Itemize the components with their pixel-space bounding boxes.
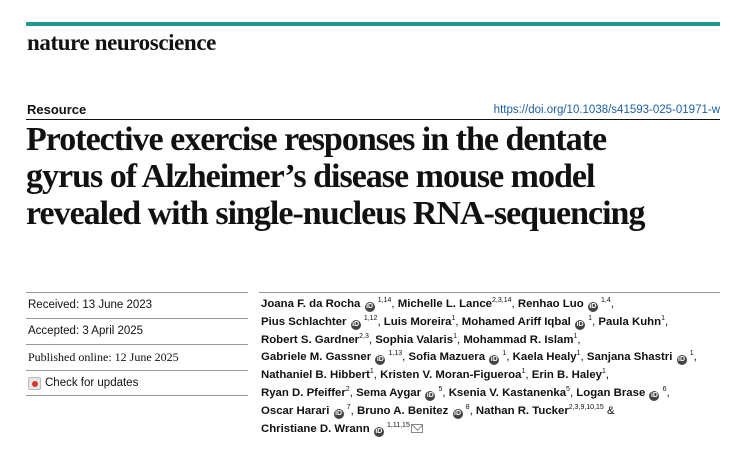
article-dates bbox=[26, 292, 248, 396]
affiliation-marker: 1,12 bbox=[363, 315, 378, 322]
orcid-icon[interactable]: iD bbox=[650, 391, 658, 399]
author-line: Pius Schlachter iD $^{1,12}$, Luis Moreira$^1$, Mohamed Ariff Iqbal iD $^1$, Paula Kuhn$^1$, bbox=[261, 315, 669, 328]
author-line: Oscar Harari iD $^7$, Bruno A. Benitez iD $^8$, Nathan R. Tucker$^{2,3,9,10,15}$ & bbox=[261, 403, 615, 417]
author-name[interactable]: Christiane D. Wrann bbox=[261, 422, 370, 435]
author-name[interactable]: Mohamed Ariff Iqbal bbox=[461, 315, 571, 328]
author-name[interactable]: Ryan D. Pfeiffer bbox=[261, 386, 346, 399]
orcid-icon[interactable]: iD bbox=[375, 427, 383, 435]
author-line: Robert S. Gardner$^{2,3}$, Sophia Valaris$^1$, Mohammad R. Islam$^1$, bbox=[261, 332, 581, 346]
author-name[interactable]: Oscar Harari bbox=[261, 404, 330, 417]
author-name[interactable]: Sema Aygar bbox=[356, 386, 422, 399]
affiliation-marker: 1 bbox=[689, 350, 694, 358]
journal-accent-bar bbox=[26, 22, 720, 26]
author-name[interactable]: Gabriele M. Gassner bbox=[261, 351, 372, 364]
author-name[interactable]: Luis Moreira bbox=[383, 315, 452, 328]
affiliation-marker: 1,13 bbox=[388, 350, 403, 358]
author-name[interactable]: Kaela Healy bbox=[512, 351, 577, 364]
author-name[interactable]: Logan Brase bbox=[576, 386, 646, 399]
author-name[interactable]: Sophia Valaris bbox=[375, 333, 454, 346]
authors-divider bbox=[259, 292, 720, 293]
affiliation-marker: 1 bbox=[576, 350, 581, 358]
affiliation-marker: 1,14 bbox=[377, 297, 392, 305]
affiliation-marker: 1 bbox=[502, 350, 507, 358]
author-name[interactable]: Mohammad R. Islam bbox=[463, 333, 574, 346]
received-date: Received: 13 June 2023 bbox=[26, 292, 248, 318]
author-name[interactable]: Bruno A. Benitez bbox=[356, 404, 449, 417]
affiliation-marker: 1 bbox=[588, 315, 593, 322]
author-name[interactable]: Ksenia V. Kastanenka bbox=[448, 386, 567, 399]
check-for-updates-button[interactable] bbox=[26, 370, 248, 396]
affiliation-marker: 1 bbox=[602, 368, 606, 376]
author-line: Ryan D. Pfeiffer$^2$, Sema Aygar iD $^5$, Ksenia V. Kastanenka$^5$, Logan Brase iD $^6$, bbox=[261, 386, 670, 399]
author-name[interactable]: Sanjana Shastri bbox=[586, 351, 673, 364]
affiliation-marker: 1 bbox=[521, 368, 526, 376]
orcid-icon[interactable]: iD bbox=[490, 356, 498, 364]
orcid-icon[interactable]: iD bbox=[376, 356, 384, 364]
accepted-date: Accepted: 3 April 2025 bbox=[26, 318, 248, 344]
author-name[interactable]: Renhao Luo bbox=[517, 298, 584, 310]
affiliation-marker: 6 bbox=[662, 386, 667, 394]
email-icon[interactable] bbox=[411, 424, 423, 433]
author-name[interactable]: Kristen V. Moran-Figueroa bbox=[380, 369, 522, 382]
title-line: gyrus of Alzheimer’s disease mouse model bbox=[26, 158, 595, 195]
affiliation-marker: 8 bbox=[465, 403, 470, 411]
author-name[interactable]: Pius Schlachter bbox=[261, 315, 347, 328]
orcid-icon[interactable]: iD bbox=[366, 303, 374, 310]
author-name[interactable]: Michelle L. Lance bbox=[397, 298, 493, 310]
orcid-icon[interactable]: iD bbox=[335, 409, 343, 417]
author-line: Gabriele M. Gassner iD $^{1,13}$, Sofia Mazuera iD $^1$, Kaela Healy$^1$, Sanjana Shastri iD $^1$, bbox=[261, 350, 697, 364]
published-date: Published online: 12 June 2025 bbox=[26, 344, 248, 370]
affiliation-marker: 5 bbox=[566, 386, 570, 394]
article-title bbox=[26, 121, 726, 232]
orcid-icon[interactable]: iD bbox=[678, 356, 686, 364]
author-list bbox=[261, 296, 731, 438]
author-name[interactable]: Sofia Mazuera bbox=[408, 351, 486, 364]
header-divider bbox=[26, 119, 720, 120]
orcid-icon[interactable]: iD bbox=[576, 320, 584, 328]
affiliation-marker: 1 bbox=[573, 332, 578, 340]
affiliation-marker: 1,11,15 bbox=[387, 421, 410, 429]
check-updates-icon bbox=[28, 377, 41, 390]
affiliation-marker: 1 bbox=[453, 332, 457, 340]
author-name[interactable]: Nathaniel B. Hibbert bbox=[261, 369, 370, 382]
affiliation-marker: 1 bbox=[369, 368, 374, 376]
author-name[interactable]: Paula Kuhn bbox=[598, 315, 662, 328]
orcid-icon[interactable]: iD bbox=[454, 409, 461, 417]
affiliation-marker: 1 bbox=[451, 315, 456, 322]
orcid-icon[interactable]: iD bbox=[589, 303, 597, 310]
affiliation-marker: 1,4 bbox=[601, 297, 611, 305]
author-name[interactable]: Joana F. da Rocha bbox=[261, 298, 361, 310]
author-name[interactable]: Robert S. Gardner bbox=[261, 333, 360, 346]
affiliation-marker: 2,3,9,10,15 bbox=[568, 403, 604, 411]
affiliation-marker: 1 bbox=[661, 315, 665, 322]
title-line: revealed with single-nucleus RNA-sequencing bbox=[26, 195, 645, 232]
author-line: Joana F. da Rocha iD $^{1,14}$, Michelle L. Lance$^{2,3,14}$, Renhao Luo iD $^{1,4}$, bbox=[261, 297, 614, 310]
journal-name: nature neuroscience bbox=[27, 30, 216, 55]
check-updates-label: Check for updates bbox=[45, 377, 139, 389]
orcid-icon[interactable]: iD bbox=[426, 391, 434, 399]
author-name[interactable]: Nathan R. Tucker bbox=[475, 404, 569, 417]
title-line: Protective exercise responses in the dentate bbox=[26, 121, 607, 158]
author-line bbox=[261, 421, 731, 439]
orcid-icon[interactable]: iD bbox=[352, 320, 360, 328]
affiliation-marker: 2,3,14 bbox=[492, 297, 512, 305]
author-name[interactable]: Erin B. Haley bbox=[531, 369, 602, 382]
affiliation-marker: 5 bbox=[438, 386, 443, 394]
affiliation-marker: 2,3 bbox=[359, 332, 369, 340]
doi-link[interactable]: https://doi.org/10.1038/s41593-025-01971-w bbox=[493, 104, 720, 116]
author-line: Nathaniel B. Hibbert$^1$, Kristen V. Moran-Figueroa$^1$, Erin B. Haley$^1$, bbox=[261, 368, 610, 382]
affiliation-marker: 7 bbox=[346, 403, 351, 411]
article-type-label: Resource bbox=[27, 102, 87, 117]
affiliation-marker: 2 bbox=[345, 386, 350, 394]
